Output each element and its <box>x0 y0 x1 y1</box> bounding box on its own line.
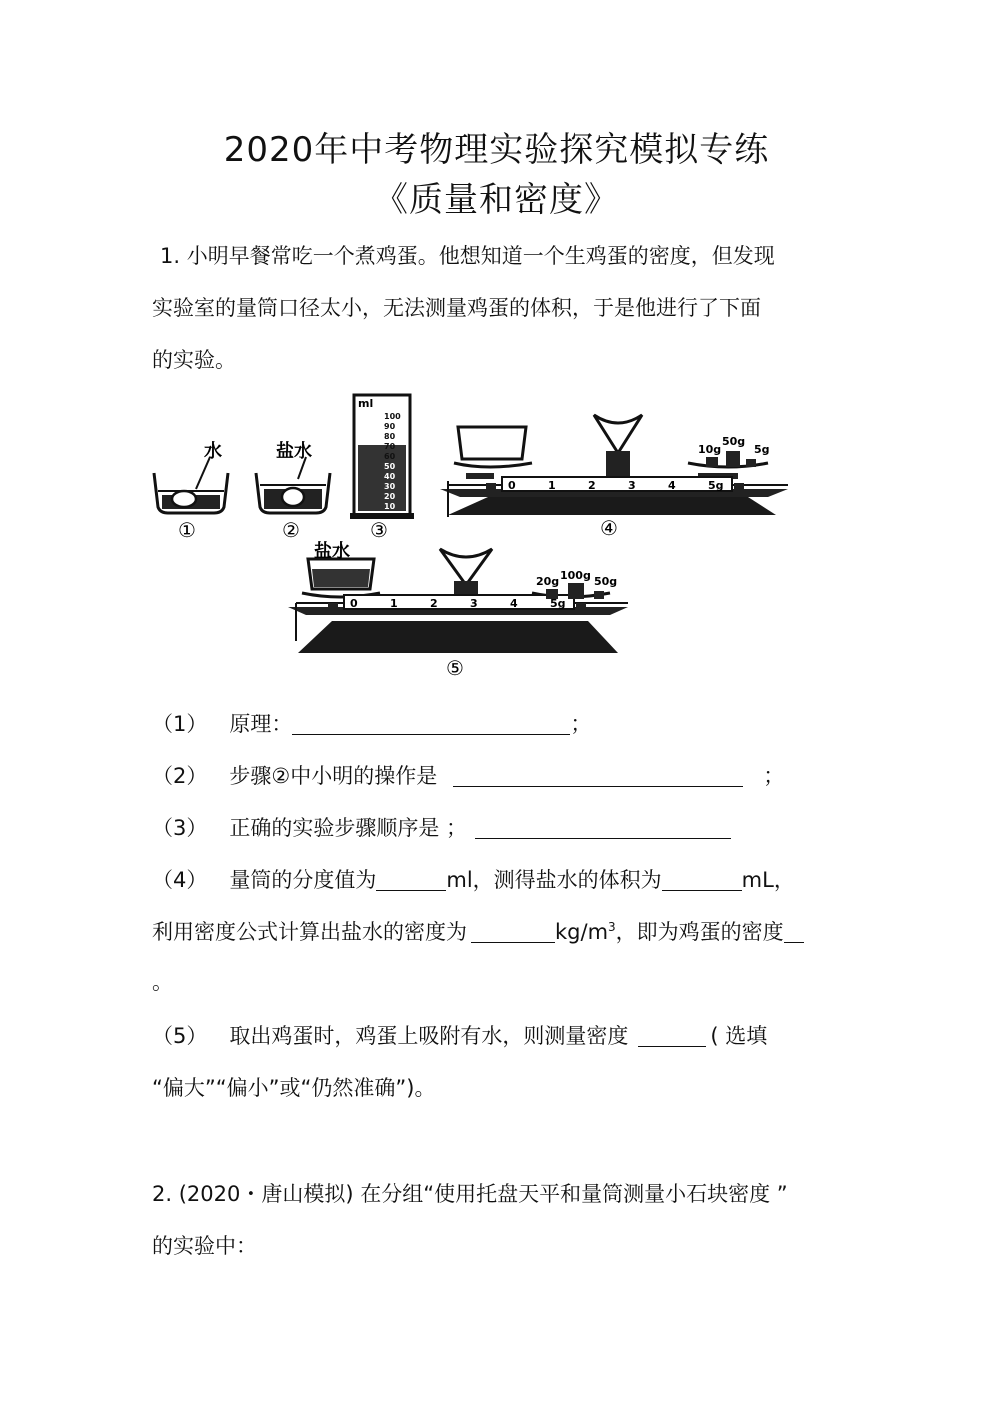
page-subtitle: 《质量和密度》 <box>374 180 619 220</box>
cylinder-tick-40: 40 <box>384 472 396 481</box>
q1-sub3: （3） 正确的实验步骤顺序是 ； <box>152 812 731 842</box>
scale5-tick-2: 2 <box>430 597 438 610</box>
beaker-2 <box>256 457 330 513</box>
cylinder-tick-100: 100 <box>384 412 401 421</box>
scale4-tick-0: 0 <box>508 479 516 492</box>
salt-water-label-2: 盐水 <box>276 441 312 462</box>
cylinder-tick-70: 70 <box>384 442 396 451</box>
answer-blank-4c[interactable] <box>471 920 555 943</box>
cylinder-tick-20: 20 <box>384 492 396 501</box>
q1-line-1: 1. 小明早餐常吃一个煮鸡蛋。他想知道一个生鸡蛋的密度，但发现 <box>160 244 775 268</box>
step-number-4: ④ <box>600 516 618 540</box>
step-number-5: ⑤ <box>446 656 464 680</box>
answer-blank-1[interactable] <box>292 712 570 735</box>
scale5-tick-0: 0 <box>350 597 358 610</box>
step-number-2: ② <box>282 518 300 542</box>
scale4-tick-2: 2 <box>588 479 596 492</box>
cylinder-tick-50: 50 <box>384 462 396 471</box>
q1-sub1: （1） 原理： ； <box>152 712 592 736</box>
weight-label-5-1: 20g <box>536 575 560 588</box>
water-label: 水 <box>204 441 222 462</box>
scale5-tick-5: 5g <box>550 597 566 610</box>
q2-line-1: 2. (2020・唐山模拟) 在分组“使用托盘天平和量筒测量小石块密度 ” <box>152 1182 788 1206</box>
q1-sub5-line2: “偏大”“偏小”或“仍然准确”)。 <box>152 1076 436 1100</box>
balance-4 <box>440 415 788 517</box>
cylinder-tick-30: 30 <box>384 482 396 491</box>
q2-line-2: 的实验中： <box>152 1234 257 1258</box>
cylinder-tick-80: 80 <box>384 432 396 441</box>
cylinder-tick-10: 10 <box>384 502 396 511</box>
q1-sub4-line3: 。 <box>152 970 173 994</box>
step-number-1: ① <box>178 518 196 542</box>
answer-blank-2[interactable] <box>453 764 743 787</box>
answer-blank-5[interactable] <box>638 1024 706 1047</box>
weight-label-4-1: 10g <box>698 443 722 456</box>
scale4-tick-3: 3 <box>628 479 636 492</box>
weight-label-4-3: 5g <box>754 443 770 456</box>
cylinder-tick-90: 90 <box>384 422 396 431</box>
cylinder-tick-60: 60 <box>384 452 396 461</box>
scale5-tick-4: 4 <box>510 597 518 610</box>
scale5-tick-3: 3 <box>470 597 478 610</box>
answer-blank-4b[interactable] <box>662 868 742 891</box>
answer-blank-4d[interactable] <box>784 920 804 943</box>
q1-sub4-line2: 利用密度公式计算出盐水的密度为 $kg/m^3$，即为鸡蛋的密度 <box>152 916 804 946</box>
scale4-tick-1: 1 <box>548 479 556 492</box>
graduated-cylinder <box>350 395 414 519</box>
answer-blank-4a[interactable] <box>376 868 446 891</box>
q1-line-3: 的实验。 <box>152 348 236 372</box>
page-title: 2020年中考物理实验探究模拟专练 <box>223 130 770 170</box>
q1-sub4-line1: （4） 量筒的分度值为 ml，测得盐水的体积为 mL， <box>152 868 795 892</box>
beaker-1 <box>154 457 228 513</box>
cylinder-unit: ml <box>358 397 374 410</box>
salt-water-label-5: 盐水 <box>314 541 350 562</box>
scale5-tick-1: 1 <box>390 597 398 610</box>
answer-blank-3[interactable] <box>475 816 731 839</box>
q1-sub2: （2） 步骤②中小明的操作是 ； <box>152 764 785 788</box>
q1-sub5-line1: （5） 取出鸡蛋时，鸡蛋上吸附有水，则测量密度 ( 选填 <box>152 1024 768 1048</box>
weight-label-5-3: 50g <box>594 575 618 588</box>
step-number-3: ③ <box>370 518 388 542</box>
scale4-tick-5: 5g <box>708 479 724 492</box>
scale4-tick-4: 4 <box>668 479 676 492</box>
weight-label-4-2: 50g <box>722 435 746 448</box>
q1-line-2: 实验室的量筒口径太小，无法测量鸡蛋的体积，于是他进行了下面 <box>152 296 761 320</box>
weight-label-5-2: 100g <box>560 569 591 582</box>
balance-5 <box>288 549 628 653</box>
experiment-figure <box>148 385 800 685</box>
